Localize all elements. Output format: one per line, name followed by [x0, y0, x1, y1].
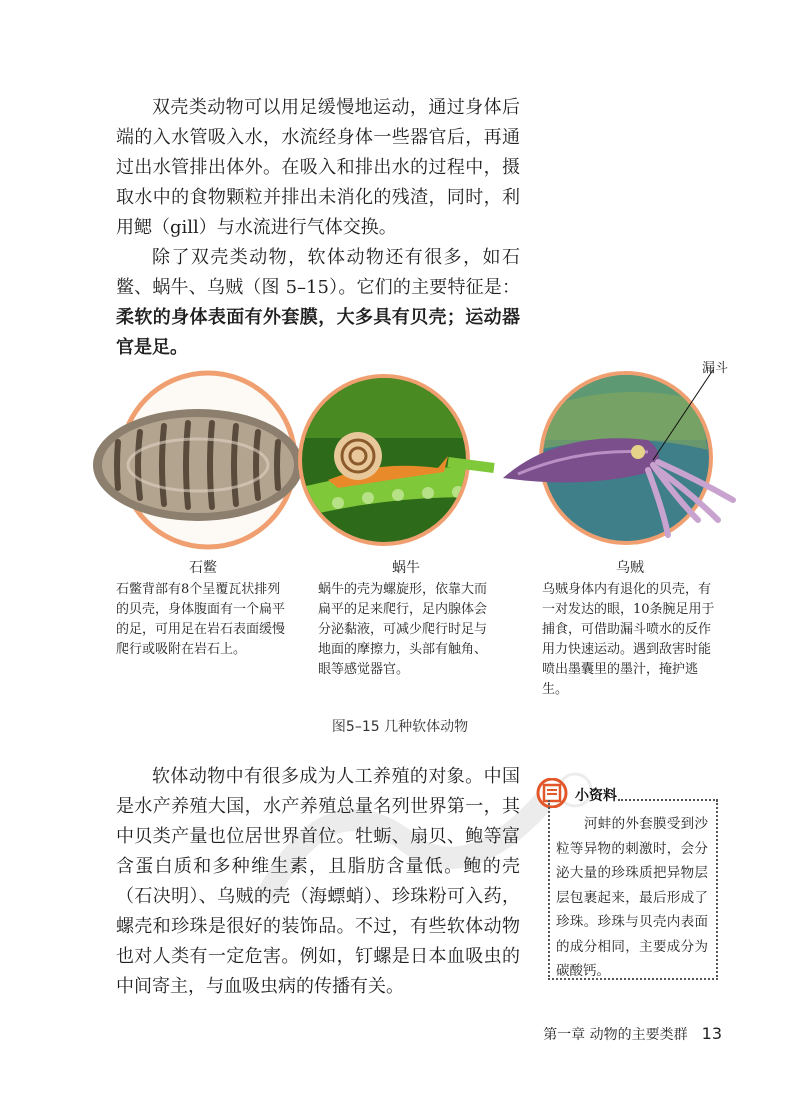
caption-chiton	[116, 558, 290, 660]
page-number: 13	[701, 1024, 722, 1043]
chapter-title: 第一章 动物的主要类群	[543, 1027, 688, 1043]
caption-snail-text: 蜗牛的壳为螺旋形，依靠大而扁平的足来爬行，足内腺体会分泌黏液，可减少爬行时足与地面的摩擦力，头部有触角、眼等感觉器官。	[318, 582, 488, 677]
caption-snail	[318, 558, 494, 680]
caption-chiton-title: 石鳖	[189, 560, 217, 576]
funnel-label: 漏斗	[702, 361, 729, 376]
caption-cuttlefish	[542, 558, 718, 700]
paragraph-mollusc-key-feature: 柔软的身体表面有外套膜，大多具有贝壳；运动器官是足。	[116, 307, 520, 358]
page-footer	[543, 1024, 722, 1044]
caption-cuttlefish-title: 乌贼	[616, 560, 644, 576]
chiton-photo	[88, 370, 308, 550]
paragraph-mollusc-features	[116, 243, 520, 363]
caption-snail-title: 蜗牛	[392, 560, 420, 576]
cuttlefish-photo	[498, 370, 758, 550]
figure-caption: 图5–15 几种软体动物	[331, 719, 469, 735]
paragraph-aquaculture: 软体动物中有很多成为人工养殖的对象。中国是水产养殖大国，水产养殖总量名列世界第一，其中贝类产量也位居世界首位。牡蛎、扇贝、鲍等富含蛋白质和多种维生素，且脂肪含量低。鲍的壳（石决明）、乌贼的壳（海螵蛸）、珍珠粉可入药，螺壳和珍珠是很好的装饰品。不过，有些软体动物也对人类有一定危害。例如，钉螺是日本血吸虫的中间寄主，与血吸虫病的传播有关。	[116, 766, 520, 997]
sidebar-text: 河蚌的外套膜受到沙粒等异物的刺激时，会分泌大量的珍珠质把异物层层包裹起来，最后形成了珍珠。珍珠与贝壳内表面的成分相同，主要成分为碳酸钙。	[556, 816, 708, 979]
caption-cuttlefish-text: 乌贼身体内有退化的贝壳，有一对发达的眼，10条腕足用于捕食，可借助漏斗喷水的反作用力快速运动。遇到敌害时能喷出墨囊里的墨汁，掩护逃生。	[542, 582, 715, 697]
snail-photo	[298, 368, 498, 552]
caption-chiton-text: 石鳖背部有8个呈覆瓦状排列的贝壳，身体腹面有一个扁平的足，可用足在岩石表面缓慢爬行或吸附在岩石上。	[116, 582, 286, 657]
paragraph-bivalve-movement: 双壳类动物可以用足缓慢地运动，通过身体后端的入水管吸入水，水流经身体一些器官后，再通过出水管排出体外。在吸入和排出水的过程中，摄取水中的食物颗粒并排出未消化的残渣，同时，利用鳃（gill）与水流进行气体交换。	[116, 97, 520, 238]
paragraph-mollusc-intro: 除了双壳类动物，软体动物还有很多，如石鳖、蜗牛、乌贼（图 5–15）。它们的主要特征是：	[116, 247, 520, 298]
sidebar-title: 小资料	[575, 788, 617, 804]
